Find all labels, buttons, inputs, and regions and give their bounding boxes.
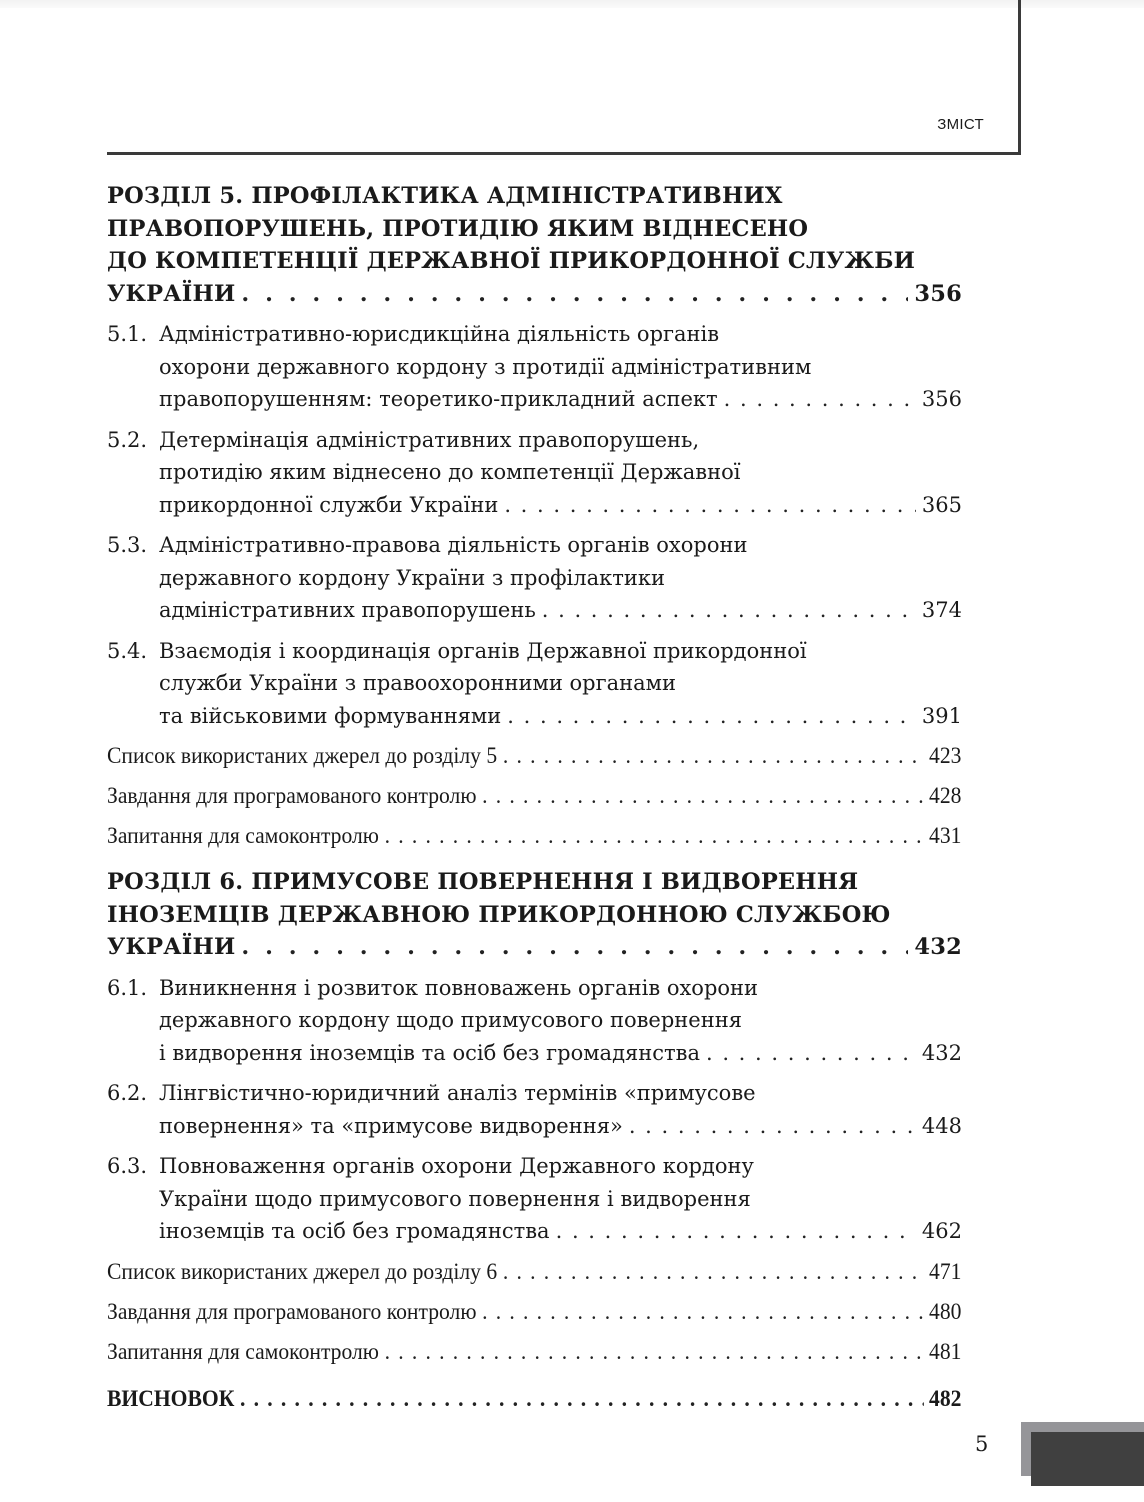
section-title-line: Детермінація адміністративних правопорушень, (159, 427, 700, 452)
toc-conclusion[interactable] (107, 1386, 961, 1426)
entry-label: Завдання для програмованого контролю (107, 783, 477, 808)
section-number: 6.3. (107, 1154, 148, 1178)
toc-tasks-6[interactable] (107, 1296, 961, 1336)
section-title-line: іноземців та осіб без громадянства (159, 1219, 550, 1243)
section-number: 5.2. (107, 427, 148, 452)
toc-section-5-2[interactable] (107, 424, 962, 522)
entry-label: Список використаних джерел до розділу 6 (107, 1258, 498, 1284)
chapter-title-line: РОЗДІЛ 6. ПРИМУСОВЕ ПОВЕРНЕННЯ І ВИДВОРЕННЯ (107, 869, 859, 895)
leader-dots (241, 931, 908, 964)
section-title-line: державного кордону України з профілактики (159, 565, 665, 590)
leader-dots (629, 1110, 916, 1143)
chapter-title-line: ДО КОМПЕТЕНЦІЇ ДЕРЖАВНОЇ ПРИКОРДОННОЇ СЛУЖБИ (107, 248, 916, 274)
page-ref: 432 (921, 1040, 962, 1065)
page-ref: 356 (921, 387, 962, 411)
page-ref: 462 (921, 1219, 962, 1243)
section-title-line: правопорушенням: теоретико-прикладний аспект (159, 387, 718, 411)
entry-label: Запитання для самоконтролю (107, 1338, 379, 1364)
leader-dots (482, 780, 923, 812)
leader-dots (542, 594, 916, 627)
page-top-shade (0, 0, 1144, 8)
leader-dots (482, 1296, 923, 1328)
section-title-line: Виникнення і розвиток повноважень органів охорони (159, 975, 759, 1000)
section-title-line: України щодо примусового повернення і видворення (159, 1186, 751, 1211)
page-number: 5 (975, 1432, 989, 1456)
leader-dots (507, 700, 916, 733)
section-title-line: державного кордону щодо примусового повернення (159, 1008, 742, 1032)
section-title-line: Лінгвістично-юридичний аналіз термінів «примусове (159, 1081, 756, 1105)
toc-section-6-1[interactable] (107, 972, 962, 1070)
page-tab (1031, 1432, 1144, 1486)
page-ref: 356 (914, 280, 962, 307)
section-title-line: служби України з правоохоронними органами (159, 671, 676, 695)
section-title-line: та військовими формуваннями (159, 703, 502, 728)
page-ref: 391 (921, 703, 962, 728)
leader-dots (724, 383, 916, 416)
entry-label: Запитання для самоконтролю (107, 823, 379, 848)
section-title-line: Взаємодія і координація органів Державної прикордонної (159, 638, 807, 663)
section-title-line: протидію яким віднесено до компетенції Державної (159, 460, 741, 484)
section-title-line: повернення» та «примусове видворення» (159, 1113, 623, 1138)
toc-references-5[interactable] (107, 740, 961, 780)
toc-tasks-5[interactable] (107, 780, 961, 820)
entry-label: Завдання для програмованого контролю (107, 1298, 477, 1324)
entry-label: ВИСНОВОК (107, 1385, 235, 1411)
table-of-contents (107, 180, 962, 1426)
chapter-title-line: УКРАЇНИ (107, 934, 236, 960)
section-title-line: Повноваження органів охорони Державного кордону (159, 1154, 754, 1178)
toc-section-6-3[interactable] (107, 1150, 962, 1248)
toc-questions-5[interactable] (107, 820, 961, 860)
chapter-title-line: УКРАЇНИ (107, 280, 236, 307)
toc-chapter-6[interactable] (107, 866, 962, 964)
toc-questions-6[interactable] (107, 1336, 961, 1376)
page-ref: 432 (914, 934, 962, 960)
section-title-line: і видворення іноземців та осіб без громадянства (159, 1040, 700, 1065)
leader-dots (241, 278, 908, 311)
toc-references-6[interactable] (107, 1256, 961, 1296)
section-title-line: прикордонної служби України (159, 492, 499, 517)
section-number: 5.3. (107, 533, 148, 557)
leader-dots (556, 1215, 916, 1248)
section-number: 5.4. (107, 638, 148, 663)
toc-chapter-5[interactable] (107, 180, 962, 310)
toc-section-5-4[interactable] (107, 635, 962, 733)
page-ref: 365 (921, 492, 962, 517)
leader-dots (504, 489, 916, 522)
section-title-line: адміністративних правопорушень (159, 598, 536, 622)
page-ref: 374 (921, 598, 962, 622)
page-ref: 431 (929, 823, 962, 848)
header-rule (107, 152, 1021, 155)
page-ref: 480 (929, 1298, 962, 1324)
chapter-title-line: РОЗДІЛ 5. ПРОФІЛАКТИКА АДМІНІСТРАТИВНИХ (107, 183, 783, 209)
page-ref: 481 (929, 1338, 962, 1364)
toc-section-5-1[interactable] (107, 318, 962, 416)
page-ref: 482 (929, 1385, 962, 1411)
leader-dots (240, 1386, 923, 1412)
section-title-line: Адміністративно-юрисдикційна діяльність органів (159, 322, 720, 346)
page-ref: 471 (929, 1258, 962, 1284)
running-head: ЗМІСТ (937, 116, 984, 133)
toc-section-5-3[interactable] (107, 529, 962, 627)
section-number: 5.1. (107, 322, 148, 346)
section-number: 6.2. (107, 1081, 148, 1105)
entry-label: Список використаних джерел до розділу 5 (107, 743, 498, 768)
page-ref: 428 (929, 783, 962, 808)
leader-dots (385, 820, 924, 852)
toc-section-6-2[interactable] (107, 1077, 962, 1142)
chapter-title-line: ІНОЗЕМЦІВ ДЕРЖАВНОЮ ПРИКОРДОННОЮ СЛУЖБОЮ (107, 901, 891, 928)
page-ref: 448 (921, 1113, 962, 1138)
section-title-line: Адміністративно-правова діяльність органів охорони (159, 533, 748, 557)
leader-dots (385, 1336, 924, 1368)
leader-dots (706, 1037, 916, 1070)
page-ref: 423 (929, 743, 962, 768)
section-title-line: охорони державного кордону з протидії адміністративним (159, 354, 812, 379)
chapter-title-line: ПРАВОПОРУШЕНЬ, ПРОТИДІЮ ЯКИМ ВІДНЕСЕНО (107, 215, 809, 242)
frame-vertical-rule (1018, 0, 1021, 155)
section-number: 6.1. (107, 975, 148, 1000)
leader-dots (503, 1256, 924, 1288)
leader-dots (503, 740, 924, 772)
